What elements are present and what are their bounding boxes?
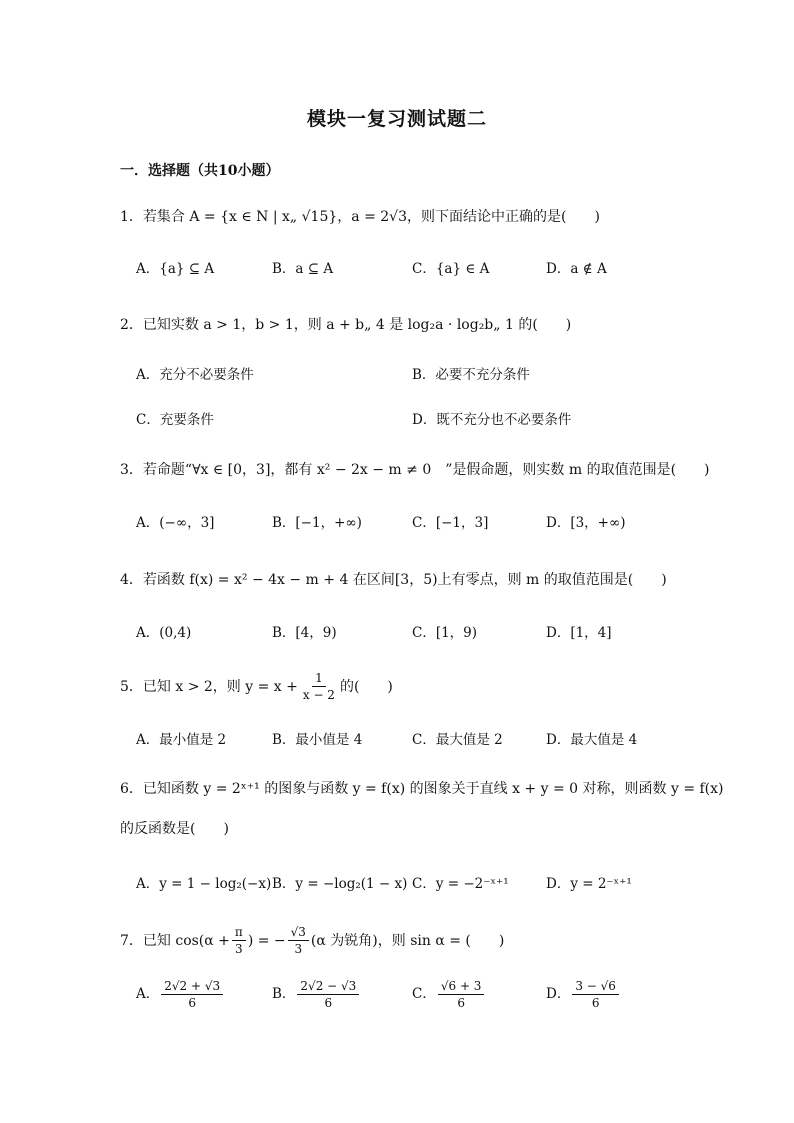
q7-option-b-numerator: 2√2 − √3: [297, 980, 359, 995]
q4-option-b[interactable]: B．[4，9): [272, 625, 337, 641]
q7-option-b-denominator: 6: [324, 996, 333, 1010]
q7-option-b-label: B．: [272, 985, 296, 1002]
q1-option-d[interactable]: D．a ∉ A: [546, 261, 607, 277]
q4-option-d[interactable]: D．[1，4]: [546, 625, 612, 641]
q5-option-a[interactable]: A．最小值是 2: [136, 732, 227, 748]
q5-option-b[interactable]: B．最小值是 4: [272, 732, 363, 748]
q7-frac1-denominator: 3: [235, 942, 243, 956]
section-heading: 一．选择题（共10小题）: [120, 163, 280, 179]
question-7-stem: [120, 926, 504, 955]
question-6-stem-line2: 的反函数是( ): [120, 821, 229, 837]
q7-option-a[interactable]: [136, 980, 225, 1009]
q3-option-d[interactable]: D．[3，+∞): [546, 515, 626, 531]
q7-option-c-numerator: √6 + 3: [438, 980, 485, 995]
q7-stem-mid: ) = −: [247, 932, 286, 949]
question-4-stem: 4．若函数 f(x) = x² − 4x − m + 4 在区间[3，5)上有零点，则 m 的取值范围是( ): [120, 572, 667, 588]
q7-option-a-label: A．: [136, 985, 160, 1002]
q7-option-a-fraction: [161, 980, 223, 1009]
q6-option-d[interactable]: D．y = 2⁻ˣ⁺¹: [546, 876, 632, 892]
q3-option-b[interactable]: B．[−1，+∞): [272, 515, 362, 531]
q7-stem-suffix: (α 为锐角)，则 sin α = ( ): [310, 932, 505, 949]
q7-option-d-denominator: 6: [591, 996, 600, 1010]
q5-fraction: [300, 672, 338, 701]
q5-fraction-numerator: 1: [312, 672, 326, 687]
q7-stem-prefix: 7．已知 cos(α +: [120, 932, 230, 949]
q7-option-d-numerator: 3 − √6: [572, 980, 619, 995]
q5-option-c[interactable]: C．最大值是 2: [412, 732, 503, 748]
q5-fraction-denominator: x − 2: [302, 688, 335, 702]
q7-option-c-denominator: 6: [457, 996, 465, 1010]
q6-option-b[interactable]: B．y = −log₂(1 − x): [272, 876, 408, 892]
q4-option-c[interactable]: C．[1，9): [412, 625, 478, 641]
q1-option-b[interactable]: B．a ⊆ A: [272, 261, 334, 277]
q3-option-a[interactable]: A．(−∞，3]: [136, 515, 215, 531]
q6-option-a[interactable]: A．y = 1 − log₂(−x): [136, 876, 272, 892]
q2-option-b[interactable]: B．必要不充分条件: [412, 367, 530, 383]
q7-fraction-pi-over-3: [232, 926, 246, 955]
q5-option-d[interactable]: D．最大值是 4: [546, 732, 638, 748]
q7-option-c-fraction: [438, 980, 485, 1009]
q7-option-d[interactable]: [546, 980, 621, 1009]
q7-frac2-numerator: √3: [288, 926, 309, 941]
q7-fraction-root3-over-3: [288, 926, 309, 955]
question-3-stem: 3．若命题“∀x ∈ [0，3]，都有 x² − 2x − m ≠ 0 ”是假命题，则实数 m 的取值范围是( ): [120, 462, 710, 478]
q7-frac2-denominator: 3: [294, 942, 303, 956]
page-title: 模块一复习测试题二: [306, 108, 487, 130]
q2-option-a[interactable]: A．充分不必要条件: [136, 367, 254, 383]
q7-option-b[interactable]: [272, 980, 361, 1009]
q1-option-a[interactable]: A．{a} ⊆ A: [136, 261, 215, 277]
q1-option-c[interactable]: C．{a} ∈ A: [412, 261, 490, 277]
q7-option-a-numerator: 2√2 + √3: [161, 980, 223, 995]
q6-option-c[interactable]: C．y = −2⁻ˣ⁺¹: [412, 876, 509, 892]
q7-option-c-label: C．: [412, 985, 436, 1002]
q7-option-a-denominator: 6: [188, 996, 197, 1010]
q2-option-d[interactable]: D．既不充分也不必要条件: [412, 412, 572, 428]
q2-option-c[interactable]: C．充要条件: [136, 412, 214, 428]
q7-option-b-fraction: [297, 980, 359, 1009]
q7-option-d-fraction: [572, 980, 619, 1009]
question-6-stem-line1: 6．已知函数 y = 2ˣ⁺¹ 的图象与函数 y = f(x) 的图象关于直线 x + y = 0 对称，则函数 y = f(x): [120, 781, 724, 797]
q7-option-c[interactable]: [412, 980, 486, 1009]
q7-option-d-label: D．: [546, 985, 571, 1002]
question-1-stem: 1．若集合 A = {x ∈ N | x„ √15}，a = 2√3，则下面结论中正确的是( ): [120, 209, 600, 225]
q3-option-c[interactable]: C．[−1，3]: [412, 515, 489, 531]
q5-stem-prefix: 5．已知 x > 2，则 y = x +: [120, 678, 298, 695]
question-5-stem: [120, 672, 393, 701]
q7-frac1-numerator: π: [232, 926, 246, 941]
question-2-stem: 2．已知实数 a > 1，b > 1，则 a + b„ 4 是 log₂a · log₂b„ 1 的( ): [120, 317, 572, 333]
q4-option-a[interactable]: A．(0,4): [136, 625, 192, 641]
q5-stem-suffix: 的( ): [339, 678, 393, 695]
